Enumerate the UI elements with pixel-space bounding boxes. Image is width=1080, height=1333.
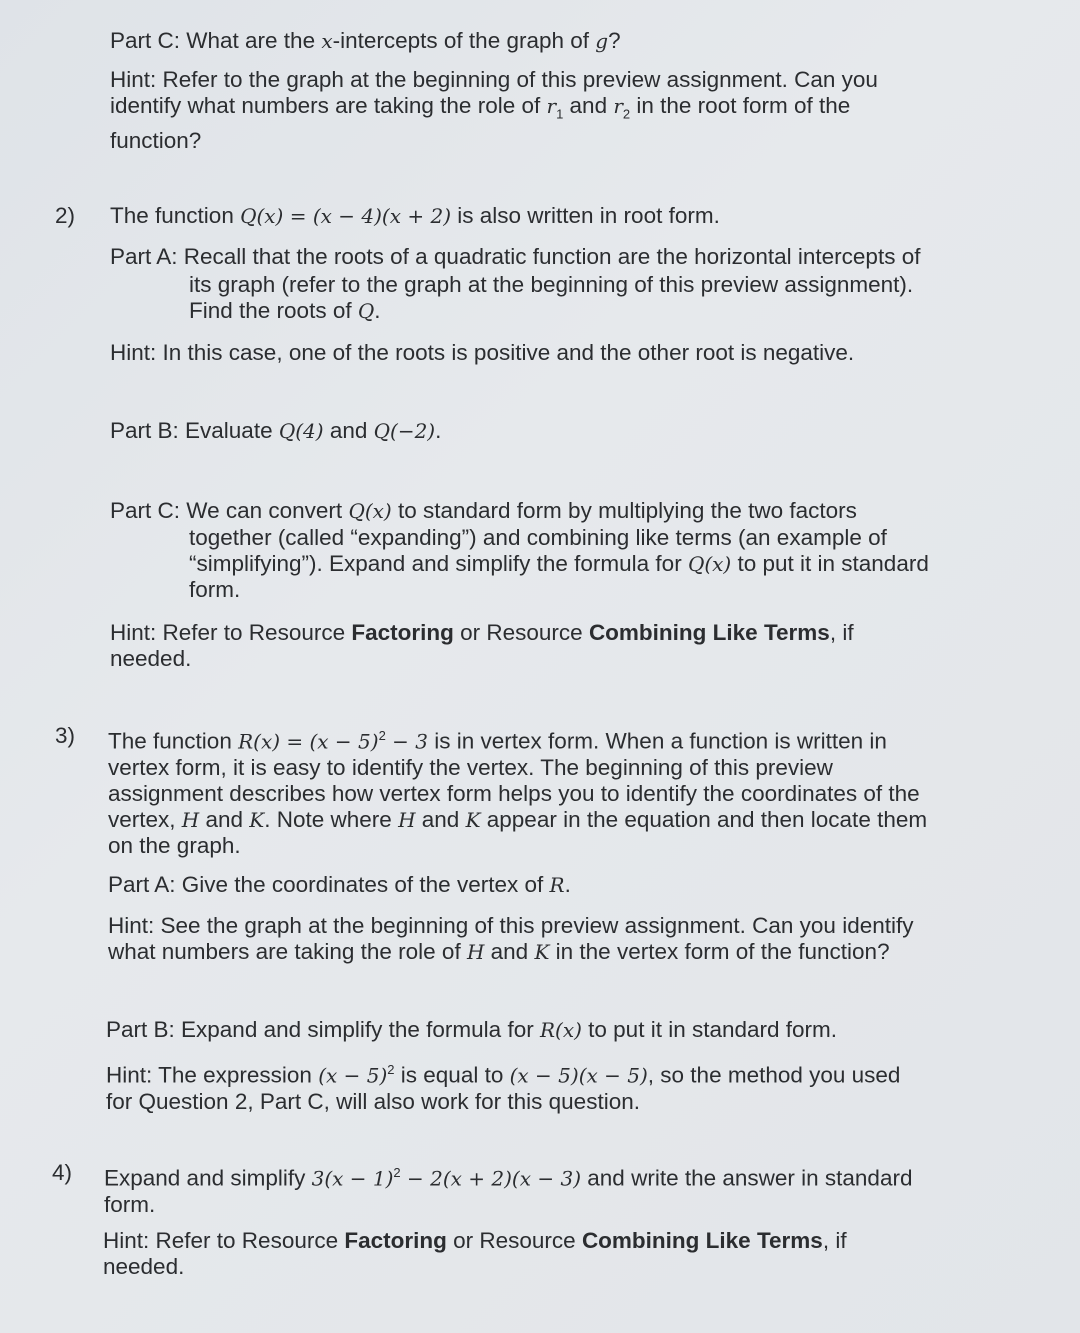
question-number-2: 2) <box>55 203 76 228</box>
q3-part-a: Part A: Give the coordinates of the vertex of R. <box>108 872 571 897</box>
q2-part-c-cont: together (called “expanding”) and combining like terms (an example of “simplifying”). Expand and simplify the formula for Q(x) to put it in standard form. <box>189 525 929 602</box>
q3-part-b-hint: Hint: The expression $(x - 5)^2$ is equal to (x − 5)(x − 5), so the method you used for Question 2, Part C, will also work for this question. <box>106 1062 901 1114</box>
q2-part-c: Part C: We can convert Q(x) to standard form by multiplying the two factors <box>110 498 857 523</box>
question-number-3: 3) <box>55 723 76 748</box>
q2-part-b: Part B: Evaluate Q(4) and Q(−2). <box>110 418 442 443</box>
question-number-4: 4) <box>52 1160 73 1185</box>
q2-part-c-hint: Hint: Refer to Resource Factoring or Resource Combining Like Terms, if needed. <box>110 620 854 671</box>
q4-hint: Hint: Refer to Resource Factoring or Resource Combining Like Terms, if needed. <box>103 1228 847 1279</box>
q1-part-c-question: Part C: What are the x-intercepts of the graph of g? <box>110 28 621 53</box>
q3-stem: The function $R(x) = (x - 5)^2 - 3$ is in vertex form. When a function is written in vertex form, it is easy to identify the vertex. The beginning of this preview assignment describes how vertex form helps you to identify the coordinates of the vertex, H and K. Note where H and K appear in the equation and then locate them on the graph. <box>108 728 928 858</box>
q2-part-a-cont: its graph (refer to the graph at the beginning of this preview assignment). Find the roots of Q. <box>189 272 914 323</box>
q3-part-a-hint: Hint: See the graph at the beginning of this preview assignment. Can you identify what numbers are taking the role of H and K in the vertex form of the function? <box>108 913 914 964</box>
q1-part-c-hint: Hint: Refer to the graph at the beginning of this preview assignment. Can you identify what numbers are taking the role of $r_1$ and $r_2$ in the root form of the function? <box>110 67 878 153</box>
q4-stem: Expand and simplify $3(x - 1)^2 - 2(x + 2)(x - 3)$ and write the answer in standard form. <box>104 1165 913 1217</box>
q2-stem: The function Q(x) = (x − 4)(x + 2) is also written in root form. <box>110 203 720 228</box>
q3-part-b: Part B: Expand and simplify the formula for R(x) to put it in standard form. <box>106 1017 838 1042</box>
q2-part-a: Part A: Recall that the roots of a quadratic function are the horizontal intercepts of <box>110 244 921 269</box>
q2-part-a-hint: Hint: In this case, one of the roots is positive and the other root is negative. <box>110 340 855 365</box>
